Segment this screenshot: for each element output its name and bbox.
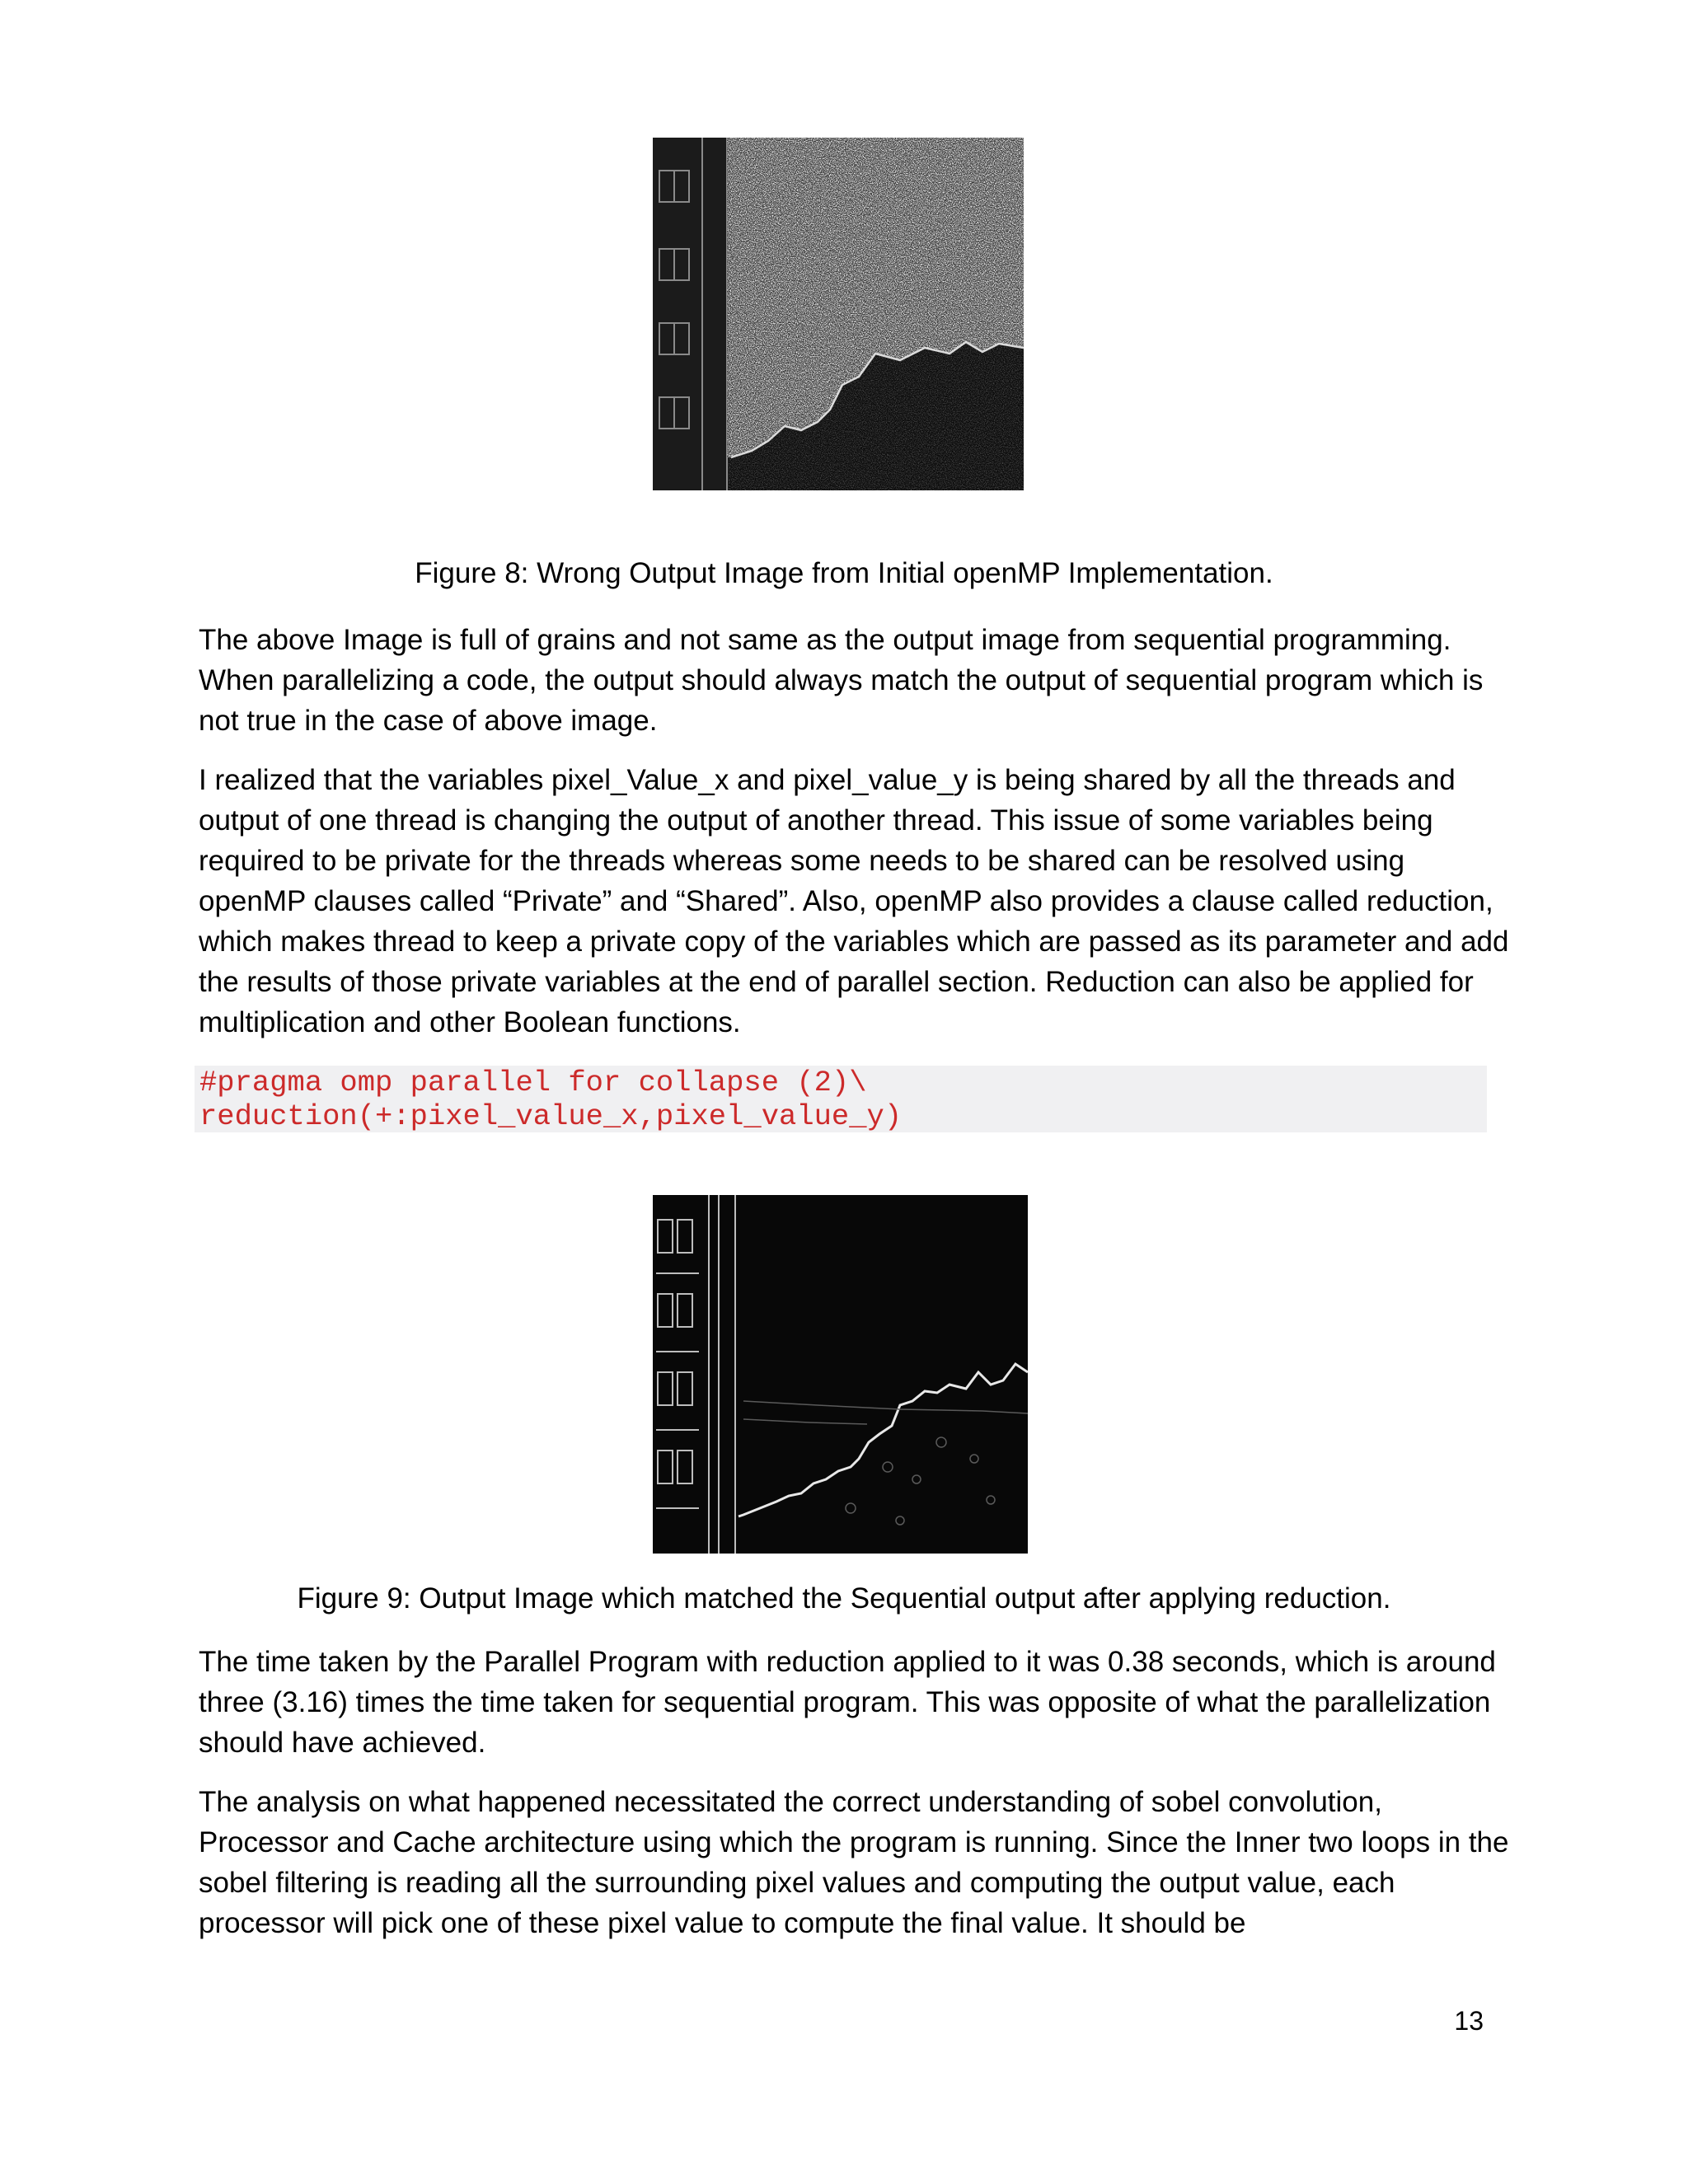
paragraph-shared-variables: I realized that the variables pixel_Value_x and pixel_value_y is being shared by all the threads and output of one thread is changing the output of another thread. This issue of some variables being required to be private for the threads whereas some needs to be shared can be resolved using openMP clauses called “Private” and “Shared”. Also, openMP also provides a clause called reduction, which makes thread to keep a private copy of the variables which are passed as its parameter and add the results of those private variables at the end of parallel section. Reduction can also be applied for multiplication and other Boolean functions.	[199, 764, 1509, 1038]
paragraph-grainy-output: The above Image is full of grains and not same as the output image from sequential programming. When parallelizing a code, the output should always match the output of sequential program which is not true in the case of above image.	[199, 624, 1484, 737]
code-line-reduction: reduction(+:pixel_value_x,pixel_value_y)	[199, 1099, 903, 1133]
code-snippet	[195, 1066, 1487, 1132]
paragraph-analysis: The analysis on what happened necessitated the correct understanding of sobel convolution, Processor and Cache architecture using which the program is running. Since the Inner two loops in the sobel filtering is reading all the surrounding pixel values and computing the output value, each processor will pick one of these pixel value to compute the final value. It should be	[199, 1786, 1509, 1939]
figure-8-image	[653, 138, 1024, 490]
figure-9-caption: Figure 9: Output Image which matched the Sequential output after applying reduction.	[297, 1582, 1391, 1615]
code-line-pragma: #pragma omp parallel for collapse (2)\	[199, 1066, 867, 1099]
figure-9-image	[653, 1195, 1028, 1554]
page-number: 13	[1454, 2006, 1484, 2036]
figure-8-caption: Figure 8: Wrong Output Image from Initial openMP Implementation.	[415, 557, 1273, 589]
figure-9-graphic	[653, 1195, 1028, 1554]
paragraph-timing-result: The time taken by the Parallel Program with reduction applied to it was 0.38 seconds, which is around three (3.16) times the time taken for sequential program. This was opposite of what the parallelization should have achieved.	[199, 1646, 1496, 1759]
figure-8-graphic	[653, 138, 1024, 490]
